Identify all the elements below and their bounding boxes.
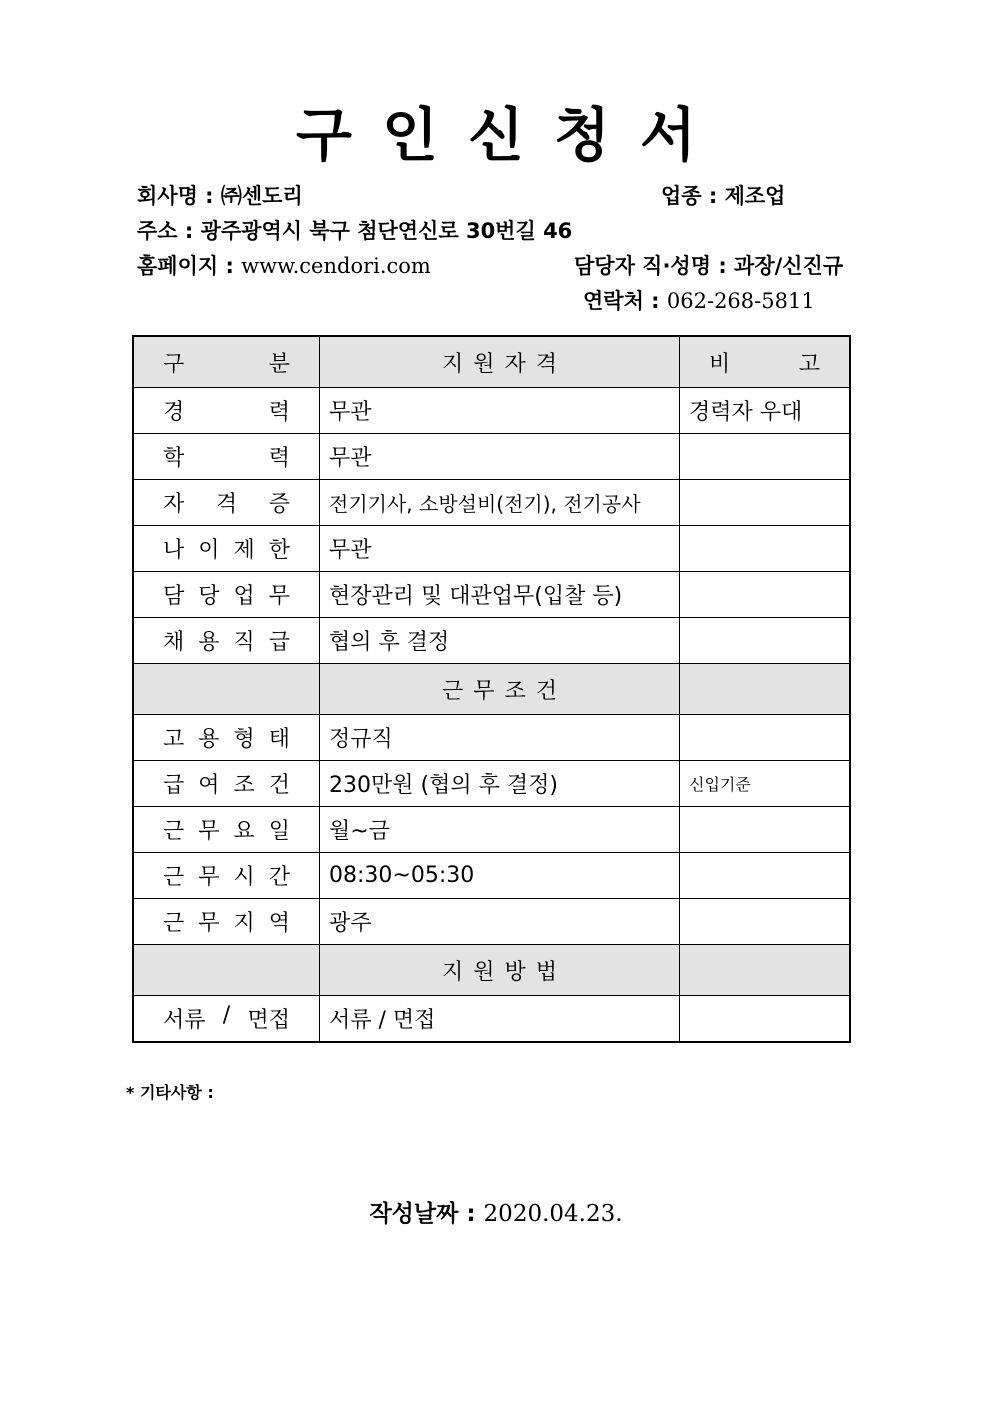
row-label (133, 899, 320, 945)
label-part: 증 (268, 492, 290, 517)
row-label (133, 434, 320, 480)
row-value: 무관 (320, 526, 680, 572)
label-part: 무 (198, 819, 220, 844)
label-part: 급 (268, 630, 290, 655)
label-part: 업 (233, 584, 255, 609)
row-label (133, 388, 320, 434)
homepage-label: 홈페이지 : (137, 254, 234, 278)
row-note (680, 996, 851, 1043)
header-qualification: 지원자격 (320, 336, 680, 388)
table-row (133, 761, 850, 807)
row-value: 월~금 (320, 807, 680, 853)
table-row (133, 899, 850, 945)
section-title-apply-method: 지원방법 (320, 945, 680, 996)
homepage (137, 250, 431, 280)
industry-label: 업종 : (661, 184, 718, 208)
table-row (133, 807, 850, 853)
row-label (133, 526, 320, 572)
label-part: 급 (163, 773, 185, 798)
homepage-value: www.cendori.com (241, 254, 431, 278)
row-label (133, 807, 320, 853)
row-note (680, 526, 851, 572)
row-value: 정규직 (320, 715, 680, 761)
section-row-apply-method (133, 945, 850, 996)
row-note (680, 480, 851, 526)
row-value: 현장관리 및 대관업무(입찰 등) (320, 572, 680, 618)
address (137, 215, 572, 245)
label-part: 역 (268, 911, 290, 936)
industry (661, 180, 785, 210)
contact (583, 285, 815, 315)
label-part: 당 (198, 584, 220, 609)
row-label (133, 715, 320, 761)
table-row (133, 434, 850, 480)
label-part: 무 (268, 584, 290, 609)
job-request-table (132, 335, 851, 1043)
table-row (133, 480, 850, 526)
label-part: 형 (233, 727, 255, 752)
label-part: 여 (198, 773, 220, 798)
label-part: 일 (268, 819, 290, 844)
header-category-label (143, 347, 310, 378)
company-label: 회사명 : (137, 184, 214, 208)
label-part: 자 (163, 492, 185, 517)
row-value: 08:30~05:30 (320, 853, 680, 899)
row-note (680, 434, 851, 480)
row-label (133, 853, 320, 899)
row-note (680, 853, 851, 899)
row-value: 광주 (320, 899, 680, 945)
label-part: 경 (163, 400, 185, 425)
label-part: 학 (163, 446, 185, 471)
address-value: 광주광역시 북구 첨단연신로 30번길 46 (200, 219, 573, 243)
table-header-row (133, 336, 850, 388)
header-remarks-label (689, 347, 840, 378)
label-part: 태 (268, 727, 290, 752)
section-row-work-conditions (133, 664, 850, 715)
contact-value: 062-268-5811 (666, 289, 815, 313)
row-note (680, 572, 851, 618)
label-part: 이 (198, 538, 220, 563)
label-part: 분 (268, 351, 290, 377)
manager-value: 과장/신진규 (734, 254, 844, 278)
table-row (133, 853, 850, 899)
label-part: 제 (233, 538, 255, 563)
label-part: 근 (163, 911, 185, 936)
section-empty-cell (133, 664, 320, 715)
section-empty-cell (680, 945, 851, 996)
label-part: 서류 (163, 1008, 206, 1033)
label-part: 나 (163, 538, 185, 563)
label-part: 요 (233, 819, 255, 844)
manager-label: 담당자 직·성명 : (574, 254, 727, 278)
table-row (133, 526, 850, 572)
table-row (133, 715, 850, 761)
row-note (680, 899, 851, 945)
row-note: 신입기준 (680, 761, 851, 807)
label-part: 용 (198, 727, 220, 752)
company-name (137, 180, 303, 210)
row-label (133, 761, 320, 807)
row-label (133, 480, 320, 526)
row-note (680, 618, 851, 664)
address-label: 주소 : (137, 219, 194, 243)
row-note (680, 807, 851, 853)
label-part: 간 (268, 865, 290, 890)
row-note (680, 715, 851, 761)
other-notes-label: * 기타사항 : (126, 1083, 214, 1102)
label-part: 비 (709, 351, 731, 377)
written-date (0, 1195, 992, 1228)
table-row (133, 572, 850, 618)
contact-label: 연락처 : (583, 289, 660, 313)
row-label (133, 996, 320, 1043)
table-row (133, 388, 850, 434)
label-part: 격 (215, 492, 238, 517)
row-value: 230만원 (협의 후 결정) (320, 761, 680, 807)
document-title: 구인신청서 (295, 101, 727, 169)
label-part: 근 (163, 865, 185, 890)
row-value: 서류 / 면접 (320, 996, 680, 1043)
row-value: 전기기사, 소방설비(전기), 전기공사 (320, 480, 680, 526)
written-date-value: 2020.04.23. (483, 1201, 623, 1227)
label-part: 조 (233, 773, 255, 798)
section-empty-cell (133, 945, 320, 996)
label-part: 고 (798, 351, 820, 377)
manager (574, 250, 843, 280)
label-part: 한 (268, 538, 290, 563)
label-part: 채 (163, 630, 185, 655)
label-part: 무 (198, 911, 220, 936)
label-part: 면접 (247, 1008, 290, 1033)
table-row (133, 996, 850, 1043)
row-value: 무관 (320, 388, 680, 434)
label-part: / (222, 1003, 231, 1028)
section-empty-cell (680, 664, 851, 715)
label-part: 직 (233, 630, 255, 655)
row-label (133, 572, 320, 618)
label-part: 고 (163, 727, 185, 752)
label-part: 용 (198, 630, 220, 655)
label-part: 무 (198, 865, 220, 890)
written-date-label: 작성날짜 : (369, 1201, 476, 1227)
label-part: 력 (268, 446, 290, 471)
row-note: 경력자 우대 (680, 388, 851, 434)
row-label (133, 618, 320, 664)
header-remarks (680, 336, 851, 388)
row-value: 협의 후 결정 (320, 618, 680, 664)
label-part: 근 (163, 819, 185, 844)
table-row (133, 618, 850, 664)
label-part: 구 (163, 351, 185, 377)
row-value: 무관 (320, 434, 680, 480)
label-part: 력 (268, 400, 290, 425)
label-part: 시 (233, 865, 255, 890)
label-part: 담 (163, 584, 185, 609)
label-part: 지 (233, 911, 255, 936)
industry-value: 제조업 (724, 184, 786, 208)
label-part: 건 (268, 773, 290, 798)
header-category (133, 336, 320, 388)
section-title-work-conditions: 근무조건 (320, 664, 680, 715)
company-value: ㈜센도리 (220, 184, 303, 208)
